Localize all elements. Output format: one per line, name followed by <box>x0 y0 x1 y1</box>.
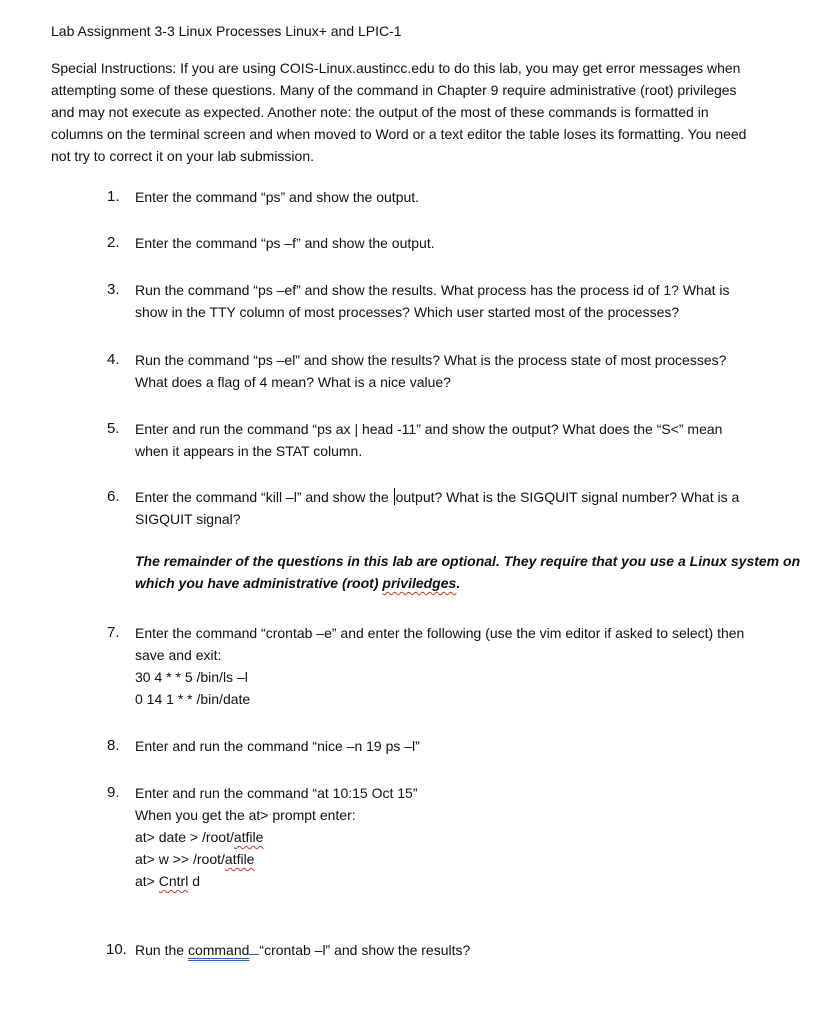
intro-line: columns on the terminal screen and when moved to Word or a text editor the table loses its formatting. You need <box>51 126 747 142</box>
grammar-flagged-space <box>249 940 259 955</box>
question-text: when it appears in the STAT column. <box>135 443 363 459</box>
question-text: Run the <box>135 942 188 958</box>
question-text: Enter the command “ps –f” and show the output. <box>135 235 435 251</box>
intro-line: not try to correct it on your lab submission. <box>51 148 314 164</box>
question-text: Enter the command “kill –l” and show the <box>135 489 393 505</box>
question-text-line <box>135 939 785 961</box>
at-command-line <box>135 848 785 870</box>
question-text: Enter and run the command “nice –n 19 ps –l” <box>135 738 420 754</box>
question-number: 2. <box>107 234 120 251</box>
at-command: d <box>188 873 200 889</box>
question-text: What does a flag of 4 mean? What is a nice value? <box>135 374 451 390</box>
question-text: Enter and run the command “ps ax | head -11” and show the output? What does the “S<” mean <box>135 421 723 437</box>
question-text: save and exit: <box>135 647 222 663</box>
question-number: 5. <box>107 420 120 437</box>
optional-note-line <box>135 572 795 594</box>
question-text: Enter and run the command “at 10:15 Oct 15” <box>135 785 418 801</box>
grammar-flagged-word: command <box>187 942 250 958</box>
at-command-line <box>135 870 785 892</box>
misspelled-word: atfile <box>224 851 255 867</box>
at-command: at> date > /root/ <box>135 829 234 845</box>
text-cursor <box>394 488 395 505</box>
question-text: When you get the at> prompt enter: <box>135 807 356 823</box>
question-number: 1. <box>107 188 120 205</box>
cron-entry: 30 4 * * 5 /bin/ls –l <box>135 669 248 685</box>
question-number: 7. <box>107 624 120 641</box>
question-text: SIGQUIT signal? <box>135 511 241 527</box>
question-number: 3. <box>107 281 120 298</box>
optional-note-text: which you have administrative (root) <box>135 575 383 591</box>
optional-note-line: The remainder of the questions in this lab are optional. They require that you use a Linux system on <box>135 553 801 569</box>
intro-line: attempting some of these questions. Many of the command in Chapter 9 require administrative (root) privileges <box>51 82 737 98</box>
optional-note-end: . <box>456 575 461 591</box>
intro-line: Special Instructions: If you are using COIS-Linux.austincc.edu to do this lab, you may get error messages when <box>51 60 741 76</box>
cron-entry: 0 14 1 * * /bin/date <box>135 691 251 707</box>
question-text: Run the command “ps –el” and show the results? What is the process state of most processes? <box>135 352 727 368</box>
misspelled-word: Cntrl <box>158 873 189 889</box>
question-text: output? What is the SIGQUIT signal number? What is a <box>395 489 740 505</box>
question-text: show in the TTY column of most processes? Which user started most of the processes? <box>135 304 680 320</box>
optional-note <box>135 550 801 594</box>
document-title: Lab Assignment 3-3 Linux Processes Linux+ and LPIC-1 <box>51 23 402 39</box>
at-command-line <box>135 826 785 848</box>
question-text: Run the command “ps –ef” and show the results. What process has the process id of 1? What is <box>135 282 730 298</box>
question-text: Enter the command “ps” and show the output. <box>135 189 420 205</box>
special-instructions <box>51 57 791 167</box>
intro-line: and may not execute as expected. Another note: the output of the most of these commands is formatted in <box>51 104 709 120</box>
question-number: 9. <box>107 784 120 801</box>
question-number: 10. <box>106 941 127 958</box>
question-text: Enter the command “crontab –e” and enter the following (use the vim editor if asked to select) then <box>135 625 745 641</box>
question-text: “crontab –l” and show the results? <box>259 942 471 958</box>
at-command: at> w >> /root/ <box>135 851 225 867</box>
question-text-line <box>135 486 785 508</box>
misspelled-word: priviledges <box>382 575 457 591</box>
question-number: 4. <box>107 351 120 368</box>
misspelled-word: atfile <box>233 829 264 845</box>
question-number: 8. <box>107 737 120 754</box>
at-command: at> <box>135 873 159 889</box>
question-number: 6. <box>107 488 120 505</box>
